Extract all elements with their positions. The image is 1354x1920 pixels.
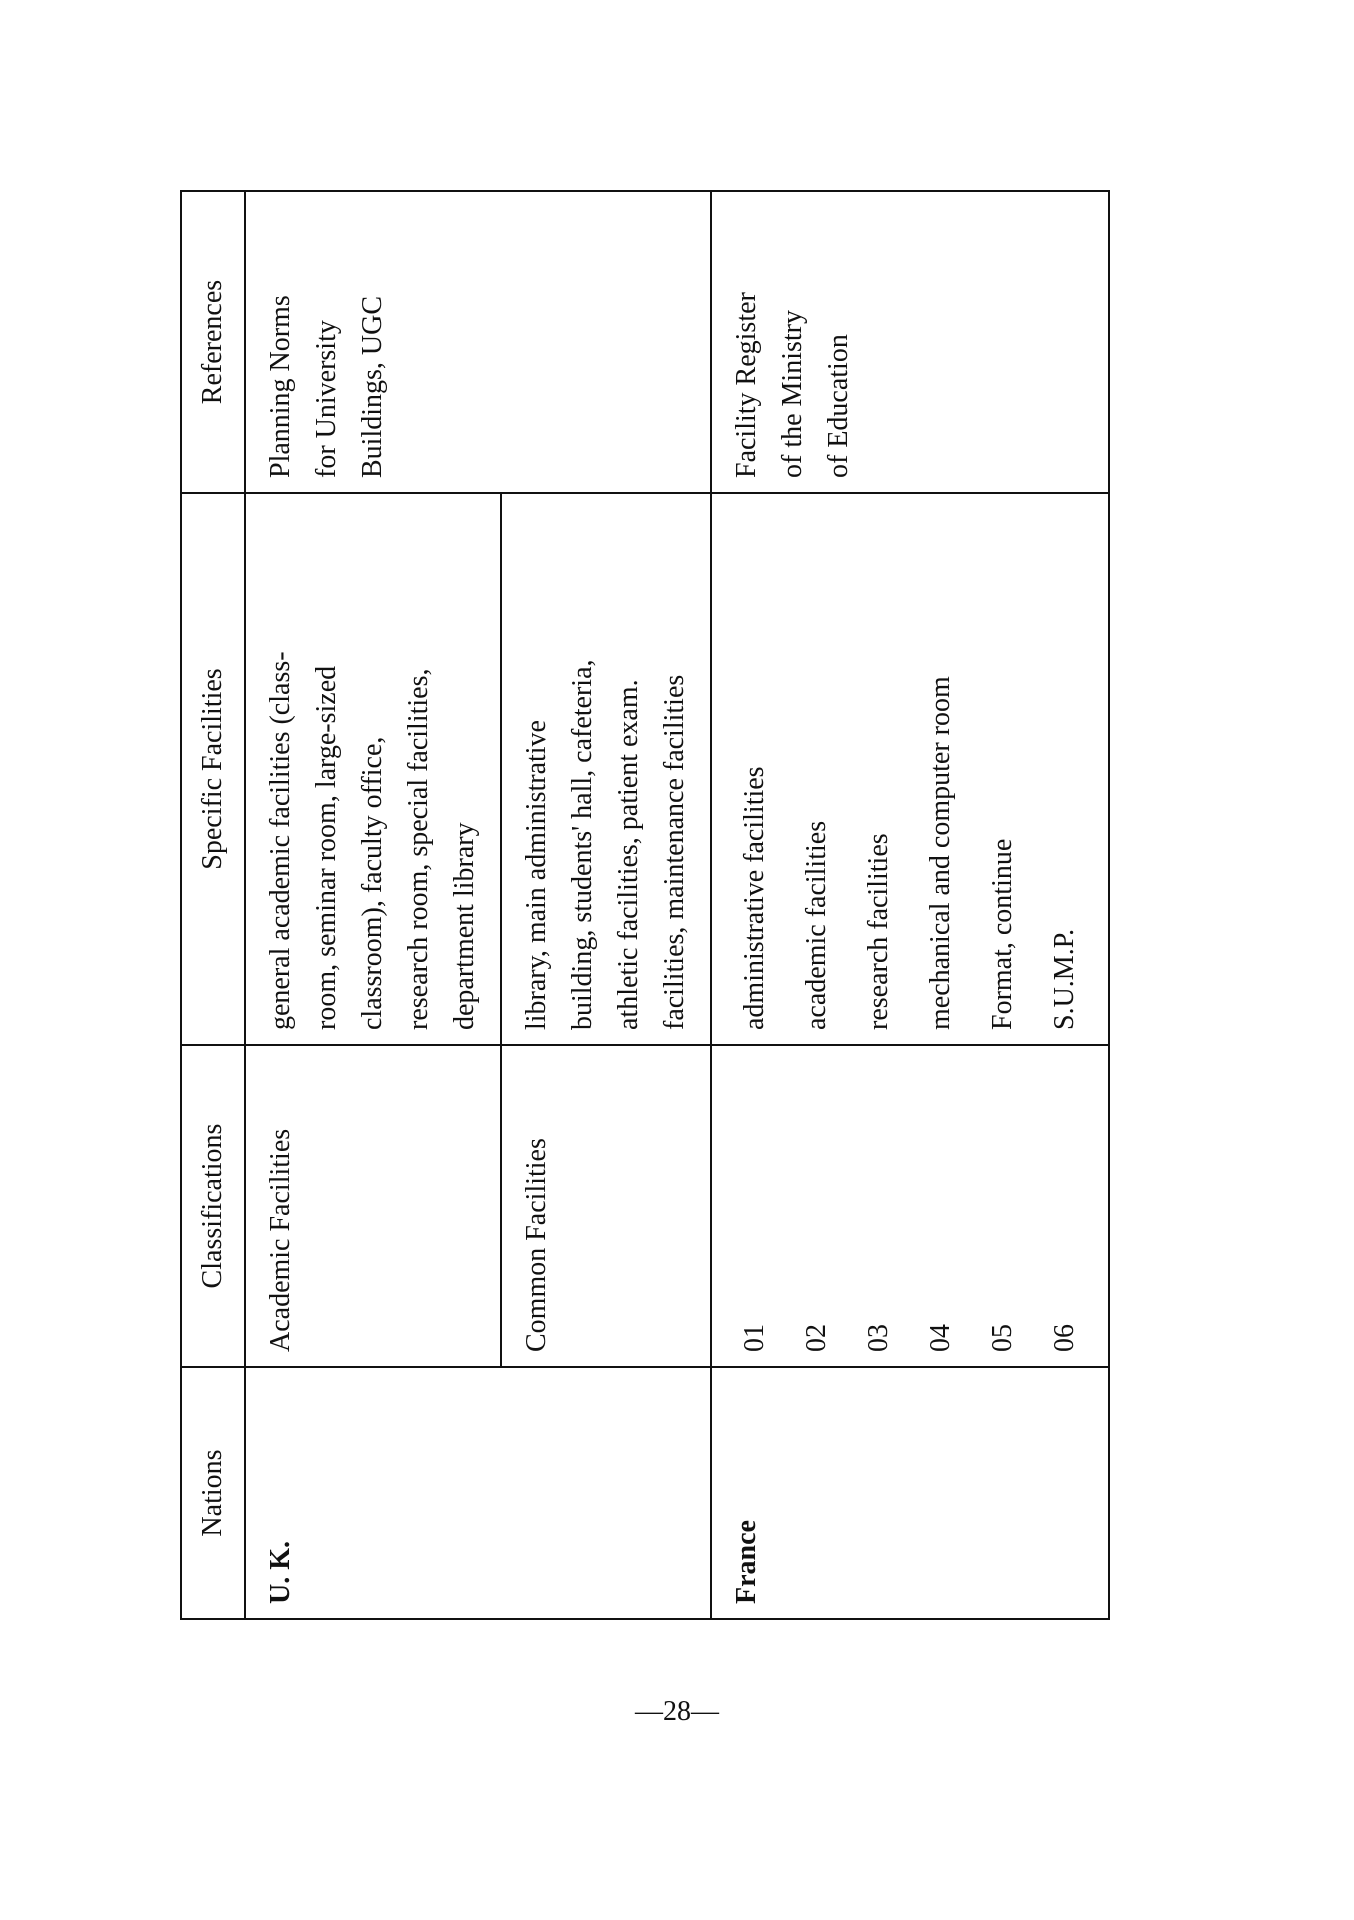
page-number: —28—	[635, 1696, 719, 1727]
france-code: 06	[1049, 1324, 1080, 1352]
france-facility: research facilities	[863, 833, 894, 1030]
classification-common: Common Facilities	[501, 1045, 711, 1367]
header-references: References	[181, 191, 245, 493]
table-row-uk-academic	[245, 191, 501, 1619]
france-facility: mechanical and computer room	[925, 676, 956, 1030]
reference-france: Facility Register of the Ministry of Education	[711, 191, 1109, 493]
facility-classification-table-rotated	[180, 280, 1200, 1620]
france-facility: administrative facilities	[739, 766, 770, 1030]
table-row-france	[711, 191, 1109, 1619]
nation-uk: U. K.	[245, 1367, 711, 1619]
specific-academic: general academic facilities (class- room, seminar room, large-sized classroom), faculty office, research room, special facilities, department library	[245, 493, 501, 1045]
header-specific-facilities: Specific Facilities	[181, 493, 245, 1045]
facility-classification-table	[180, 190, 1110, 1620]
reference-uk: Planning Norms for University Buildings, UGC	[245, 191, 711, 493]
nation-france: France	[711, 1367, 1109, 1619]
classification-academic: Academic Facilities	[245, 1045, 501, 1367]
specific-france	[711, 493, 1109, 1045]
specific-common: library, main administrative building, students' hall, cafeteria, athletic facilities, patient exam. facilities, maintenance facilities	[501, 493, 711, 1045]
france-code: 03	[863, 1324, 894, 1352]
classification-france-codes	[711, 1045, 1109, 1367]
table-header-row	[181, 191, 245, 1619]
france-code: 05	[987, 1324, 1018, 1352]
france-code: 02	[801, 1324, 832, 1352]
france-facility: Format, continue	[987, 838, 1018, 1030]
france-code: 01	[739, 1324, 770, 1352]
header-classifications: Classifications	[181, 1045, 245, 1367]
header-nations: Nations	[181, 1367, 245, 1619]
france-code: 04	[925, 1324, 956, 1352]
france-facility: academic facilities	[801, 820, 832, 1030]
france-facility: S.U.M.P.	[1049, 928, 1080, 1030]
